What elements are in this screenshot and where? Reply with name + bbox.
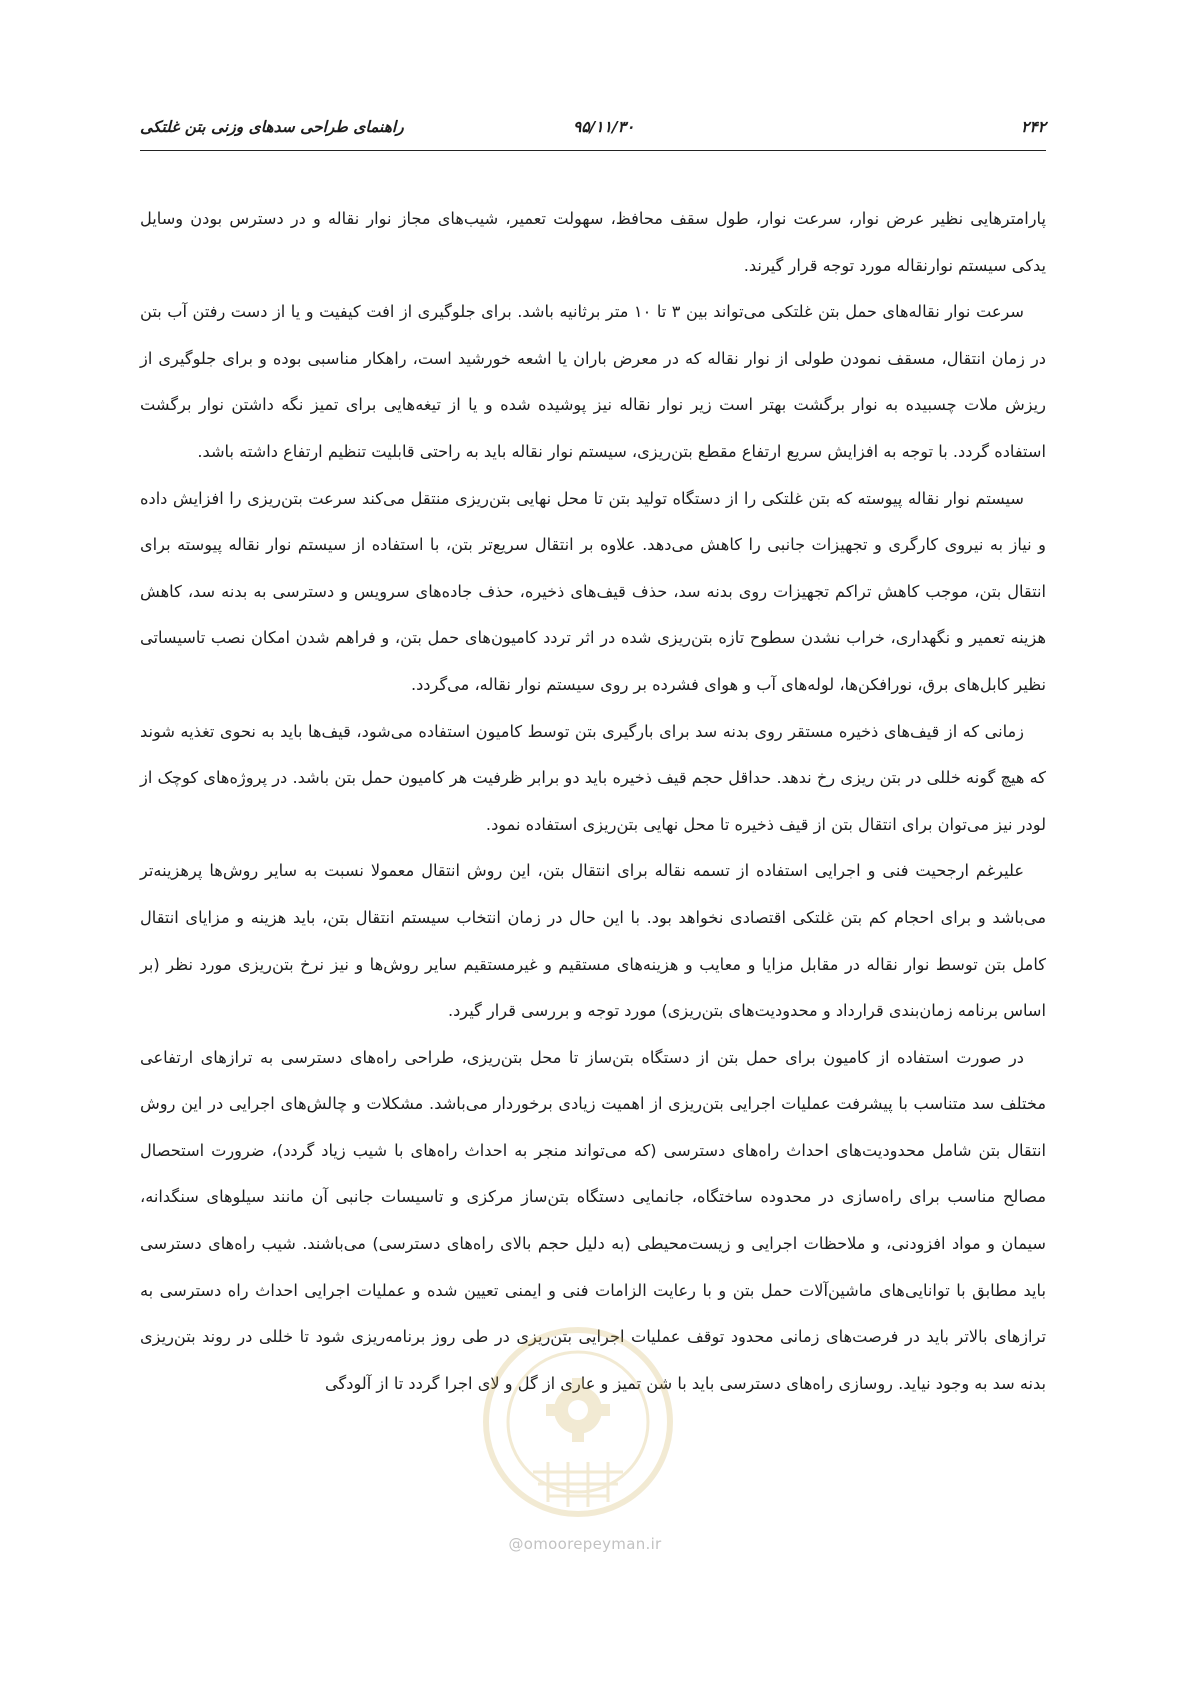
paragraph-2: سرعت نوار نقاله‌های حمل بتن غلتکی می‌تواند بین ۳ تا ۱۰ متر برثانیه باشد. برای جلوگیری از افت کیفیت و یا از دست رفتن آب بتن در زمان انتقال، مسقف نمودن طولی از نوار نقاله که در معرض باران یا اشعه خورشید است، راهکار مناسبی بوده و برای جلوگیری از ریزش ملات چسبیده به نوار برگشت بهتر است زیر نوار نقاله نیز پوشیده شده و یا از تیغه‌هایی برای تمیز نگه داشتن نوار برگشت استفاده گردد. با توجه به افزایش سریع ارتفاع مقطع بتن‌ریزی، سیستم نوار نقاله باید به راحتی قابلیت تنظیم ارتفاع داشته باشد.: [140, 302, 1046, 461]
paragraph-3: سیستم نوار نقاله پیوسته که بتن غلتکی را از دستگاه تولید بتن تا محل نهایی بتن‌ریزی منتقل می‌کند سرعت بتن‌ریزی را افزایش داده و نیاز به نیروی کارگری و تجهیزات جانبی را کاهش می‌دهد. علاوه بر انتقال سریع‌تر بتن، با استفاده از سیستم نوار نقاله پیوسته برای انتقال بتن، موجب کاهش تراکم تجهیزات روی بدنه سد، حذف قیف‌های ذخیره، حذف جاده‌های سرویس و دسترسی به بدنه سد، کاهش هزینه تعمیر و نگهداری، خراب نشدن سطوح تازه بتن‌ریزی شده در اثر تردد کامیون‌های حمل بتن، و فراهم شدن امکان نصب تاسیساتی نظیر کابل‌های برق، نورافکن‌ها، لوله‌های آب و هوای فشرده بر روی سیستم نوار نقاله، می‌گردد.: [140, 488, 1046, 694]
paragraph-4: زمانی که از قیف‌های ذخیره مستقر روی بدنه سد برای بارگیری بتن توسط کامیون استفاده می‌شود، قیف‌ها باید به نحوی تغذیه شوند که هیچ گونه خللی در بتن ریزی رخ ندهد. حداقل حجم قیف ذخیره باید دو برابر ظرفیت هر کامیون حمل بتن باشد. در پروژه‌های کوچک از لودر نیز می‌توان برای انتقال بتن از قیف ذخیره تا محل نهایی بتن‌ریزی استفاده نمود.: [140, 721, 1046, 834]
watermark-url: @omoorepeyman.ir: [508, 1535, 662, 1553]
header-page-number: ۲۴۲: [1021, 118, 1046, 136]
paragraph-1: پارامترهایی نظیر عرض نوار، سرعت نوار، طول سقف محافظ، سهولت تعمیر، شیب‌های مجاز نوار نقاله و در دسترس بودن وسایل یدکی سیستم نوارنقاله مورد توجه قرار گیرند.: [140, 209, 1046, 275]
header-divider: [140, 150, 1046, 151]
paragraph-5: علیرغم ارجحیت فنی و اجرایی استفاده از تسمه نقاله برای انتقال بتن، این روش انتقال معمولا نسبت به سایر روش‌ها پرهزینه‌تر می‌باشد و برای احجام کم بتن غلتکی اقتصادی نخواهد بود. با این حال در زمان انتخاب سیستم انتقال بتن، باید هزینه و مزایای انتقال کامل بتن توسط نوار نقاله در مقابل مزایا و معایب و هزینه‌های مستقیم و غیرمستقیم سایر روش‌ها و نیز نرخ بتن‌ریزی مورد نظر (بر اساس برنامه زمان‌بندی قرارداد و محدودیت‌های بتن‌ریزی) مورد توجه و بررسی قرار گیرد.: [140, 861, 1046, 1021]
watermark-seal-logo: [478, 1322, 678, 1522]
page-body: [140, 196, 1046, 1407]
paragraph-6: در صورت استفاده از کامیون برای حمل بتن از دستگاه بتن‌ساز تا محل بتن‌ریزی، طراحی راه‌های دسترسی به ترازهای ارتفاعی مختلف سد متناسب با پیشرفت عملیات اجرایی بتن‌ریزی از اهمیت زیادی برخوردار می‌باشد. مشکلات و چالش‌های اجرایی در این روش انتقال بتن شامل محدودیت‌های احداث راه‌های دسترسی (که می‌تواند منجر به احداث راه‌های با شیب زیاد گردد)، ضرورت استحصال مصالح مناسب برای راه‌سازی در محدوده ساختگاه، جانمایی دستگاه بتن‌ساز مرکزی و تاسیسات جانبی آن مانند سیلوهای سنگدانه، سیمان و مواد افزودنی، و ملاحظات اجرایی و زیست‌محیطی (به دلیل حجم بالای راه‌های دسترسی) می‌باشند. شیب راه‌های دسترسی باید مطابق با توانایی‌های ماشین‌آلات حمل بتن و با رعایت الزامات فنی و ایمنی تعیین شده و عملیات اجرایی احداث راه دسترسی به ترازهای بالاتر باید در فرصت‌های زمانی محدود توقف عملیات اجرایی بتن‌ریزی در طی روز برنامه‌ریزی شود تا خللی در روند بتن‌ریزی بدنه سد به وجود نیاید. روسازی راه‌های دسترسی باید با شن تمیز و عاری از گل و لای اجرا گردد تا از آلودگی: [140, 1047, 1046, 1393]
running-header: [140, 118, 1046, 148]
header-book-title: راهنمای طراحی سدهای وزنی بتن غلتکی: [140, 118, 404, 136]
header-date: ۹۵/۱۱/۳۰: [573, 118, 635, 136]
